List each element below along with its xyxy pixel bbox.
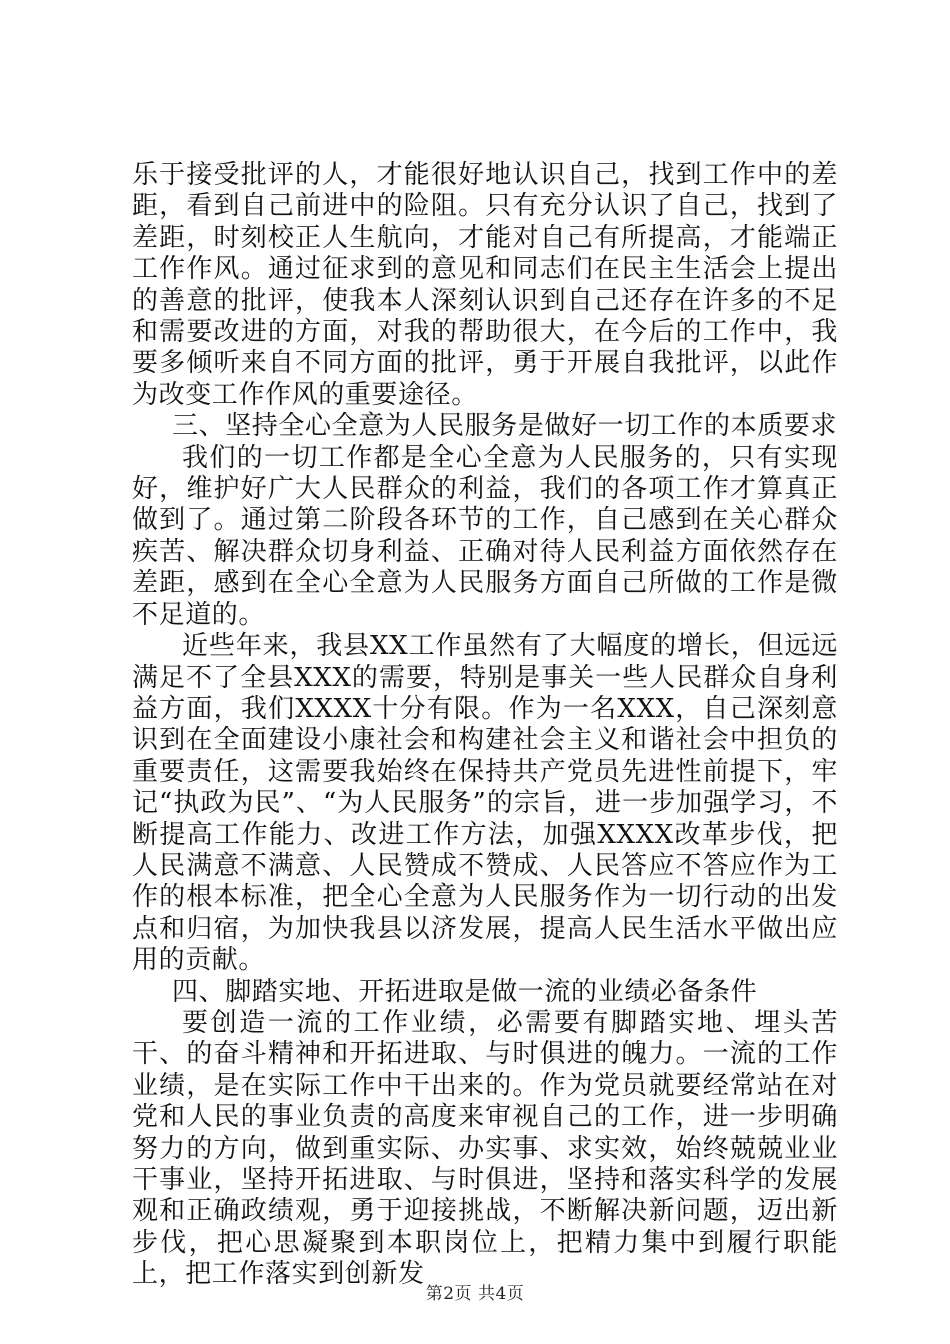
paragraph-first-class-performance: 要创造一流的工作业绩，必需要有脚踏实地、埋头苦干、的奋斗精神和开拓进取、与时俱进的魄力。一流的工作业绩，是在实际工作中干出来的。作为党员就要经常站在对党和人民的事业负责的高度来审视自己的工作，进一步明确努力的方向，做到重实际、办实事、求实效，始终兢兢业业干事业，坚持开拓进取、与时俱进，坚持和落实科学的发展观和正确政绩观，勇于迎接挑战，不断解决新问题，迈出新步伐，把心思凝聚到本职岗位上，把精力集中到履行职能上，把工作落实到创新发 — [132, 1007, 838, 1290]
section-heading-four: 四、脚踏实地、开拓进取是做一流的业绩必备条件 — [172, 976, 758, 1007]
paragraph-continuation: 乐于接受批评的人，才能很好地认识自己，找到工作中的差距，看到自己前进中的险阻。只有充分认识了自己，找到了差距，时刻校正人生航向，才能对自己有所提高，才能端正工作作风。通过征求到的意见和同志们在民主生活会上提出的善意的批评，使我本人深刻认识到自己还存在许多的不足和需要改进的方面，对我的帮助很大，在今后的工作中，我要多倾听来自不同方面的批评，勇于开展自我批评，以此作为改变工作作风的重要途径。 — [132, 160, 838, 410]
document-body — [132, 160, 838, 1291]
section-heading-three: 三、坚持全心全意为人民服务是做好一切工作的本质要求 — [172, 411, 838, 442]
page-number-footer: 第2页 共4页 — [425, 1284, 525, 1304]
paragraph-recent-years: 近些年来，我县XX工作虽然有了大幅度的增长，但远远满足不了全县XXX的需要，特别是事关一些人民群众自身利益方面，我们XXXX十分有限。作为一名XXX，自己深刻意识到在全面建设小康社会和构建社会主义和谐社会中担负的重要责任，这需要我始终在保持共产党员先进性前提下，牢记“执政为民”、“为人民服务”的宗旨，进一步加强学习，不断提高工作能力、改进工作方法，加强XXXX改革步伐，把人民满意不满意、人民赞成不赞成、人民答应不答应作为工作的根本标准，把全心全意为人民服务作为一切行动的出发点和归宿，为加快我县以济发展，提高人民生活水平做出应用的贡献。 — [132, 631, 838, 976]
paragraph-serve-people: 我们的一切工作都是全心全意为人民服务的，只有实现好，维护好广大人民群众的利益，我们的各项工作才算真正做到了。通过第二阶段各环节的工作，自己感到在关心群众疾苦、解决群众切身利益、正确对待人民利益方面依然存在差距，感到在全心全意为人民服务方面自己所做的工作是微不足道的。 — [132, 442, 838, 630]
